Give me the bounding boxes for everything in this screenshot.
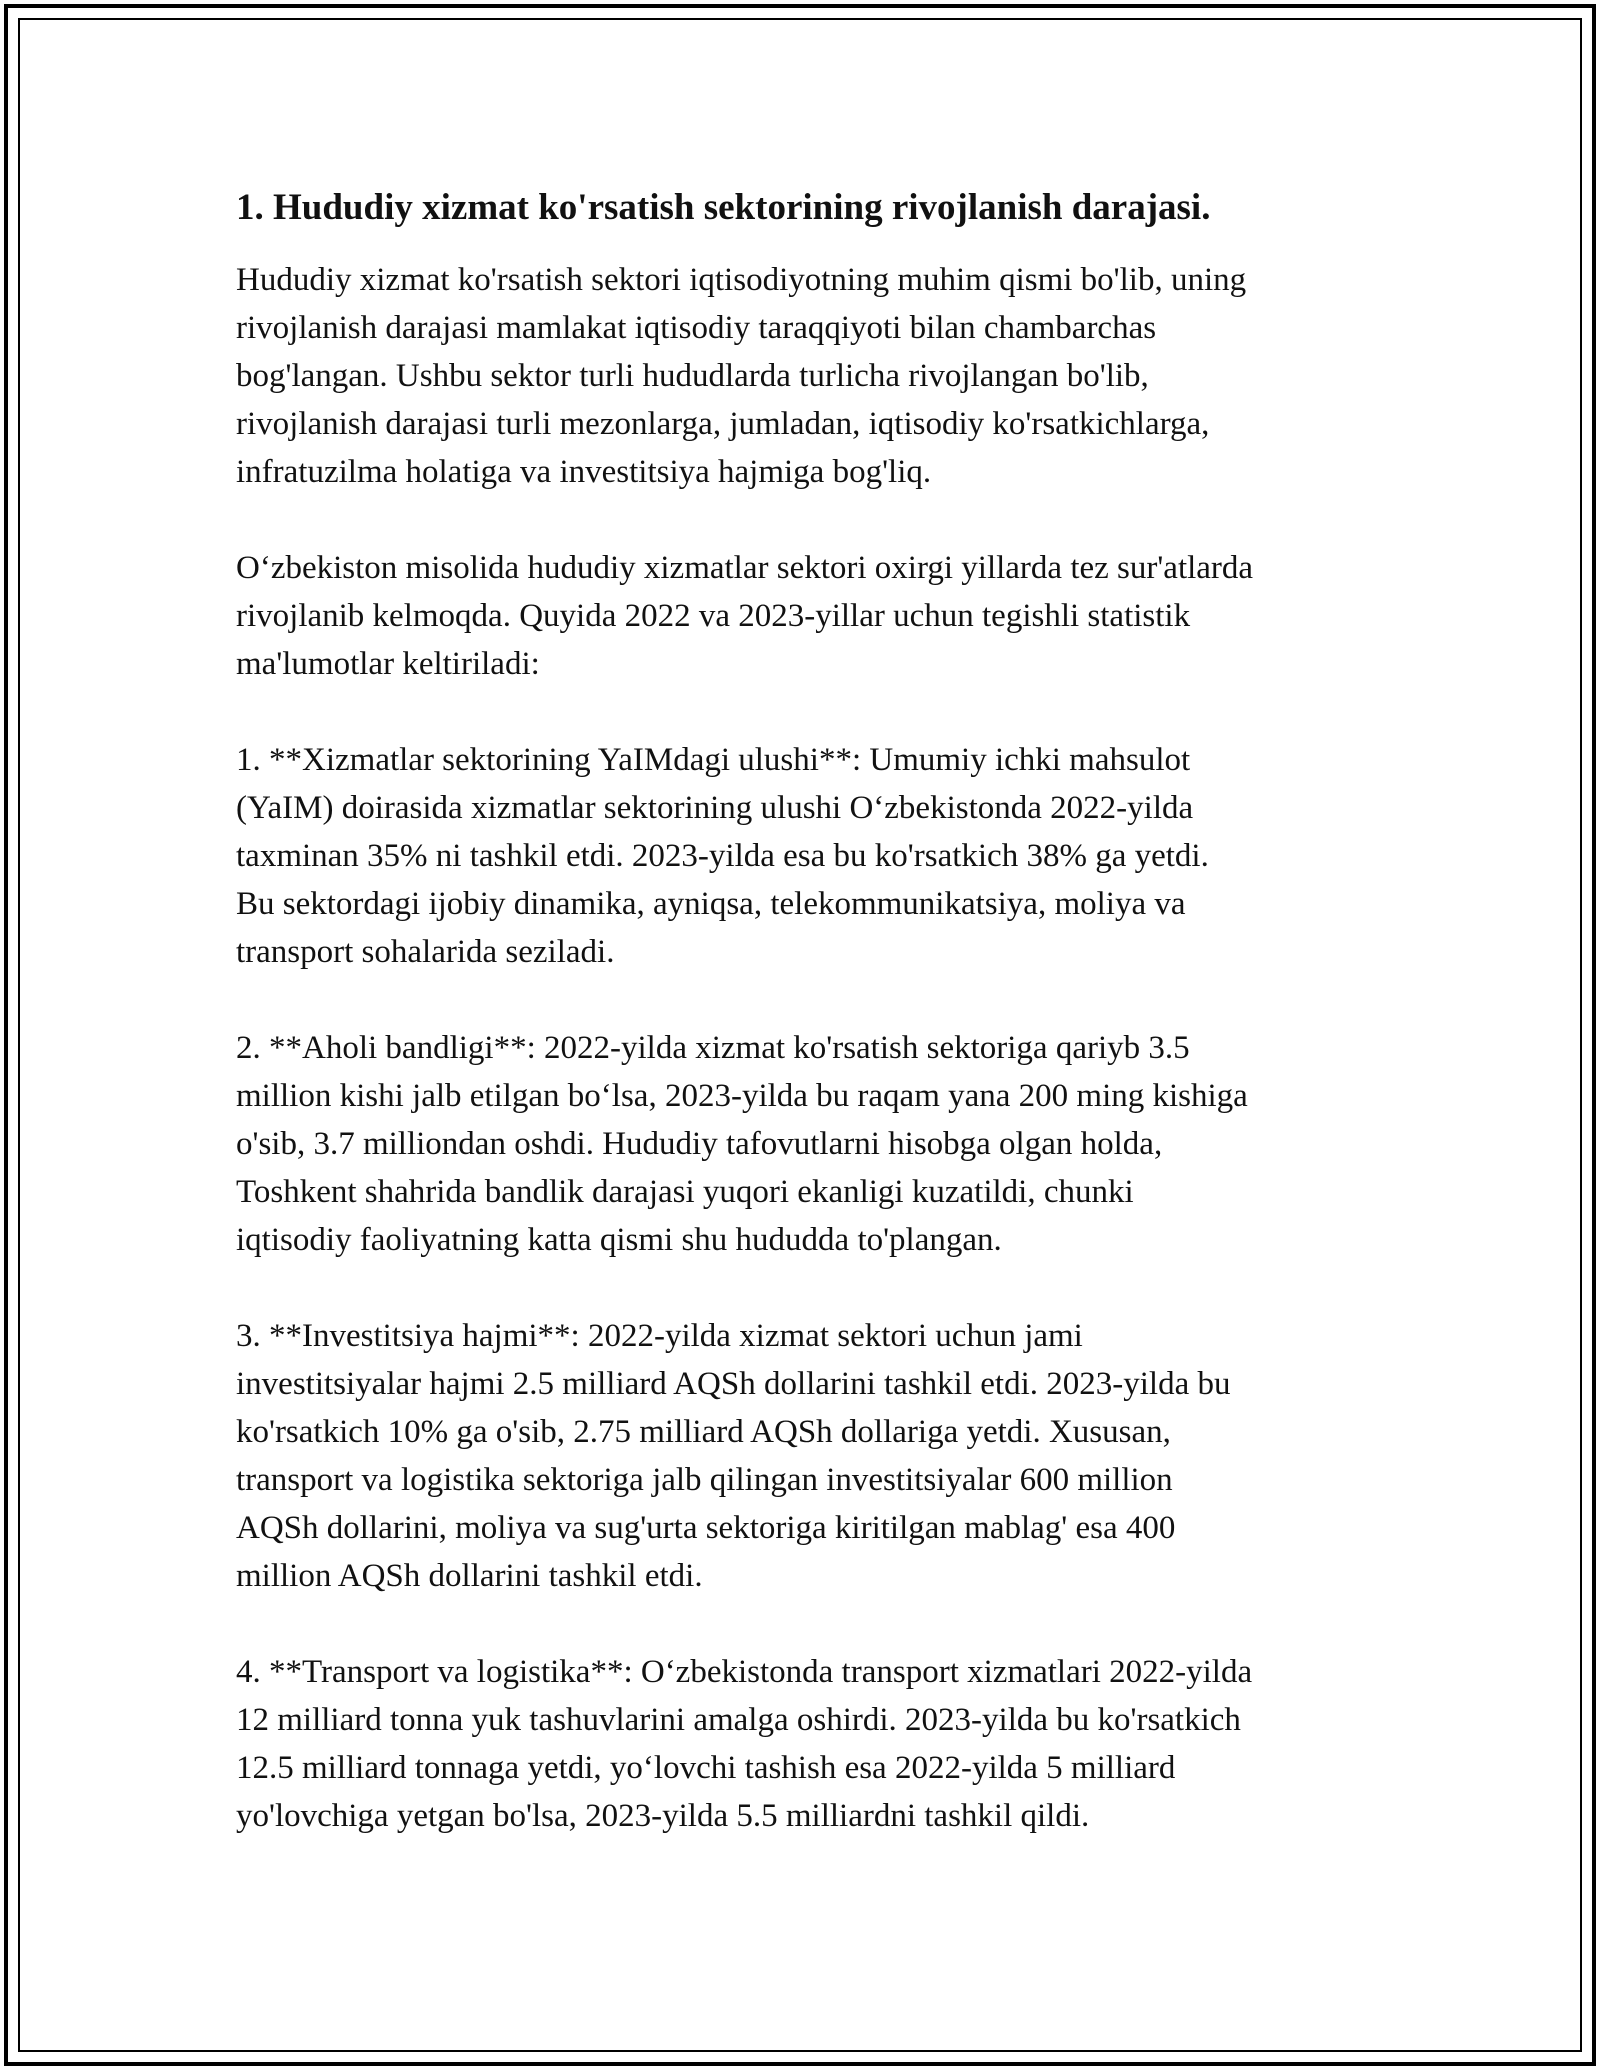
document-body xyxy=(236,184,1376,1888)
paragraph-employment: 2. **Aholi bandligi**: 2022-yilda xizmat ko'rsatish sektoriga qariyb 3.5 million kishi jalb etilgan bo‘lsa, 2023-yilda bu raqam yana 200 ming kishiga o'sib, 3.7 milliondan oshdi. Hududiy tafovutlarni hisobga olgan holda, Toshkent shahrida bandlik darajasi yuqori ekanligi kuzatildi, chunki iqtisodiy faoliyatning katta qismi shu hududda to'plangan. xyxy=(236,1030,1248,1258)
paragraph-gdp-share: 1. **Xizmatlar sektorining YaIMdagi ulushi**: Umumiy ichki mahsulot (YaIM) doirasida xizmatlar sektorining ulushi O‘zbekistonda 2022-yilda taxminan 35% ni tashkil etdi. 2023-yilda esa bu ko'rsatkich 38% ga yetdi. Bu sektordagi ijobiy dinamika, ayniqsa, telekommunikatsiya, moliya va transport sohalarida seziladi. xyxy=(236,742,1209,970)
paragraph-uzbekistan-overview: O‘zbekiston misolida hududiy xizmatlar sektori oxirgi yillarda tez sur'atlarda rivojlanib kelmoqda. Quyida 2022 va 2023-yillar uchun tegishli statistik ma'lumotlar keltiriladi: xyxy=(236,550,1254,682)
paragraph-investment: 3. **Investitsiya hajmi**: 2022-yilda xizmat sektori uchun jami investitsiyalar hajmi 2.5 milliard AQSh dollarini tashkil etdi. 2023-yilda bu ko'rsatkich 10% ga o'sib, 2.75 milliard AQSh dollariga yetdi. Xususan, transport va logistika sektoriga jalb qilingan investitsiyalar 600 million AQSh dollarini, moliya va sug'urta sektoriga kiritilgan mablag' esa 400 million AQSh dollarini tashkil etdi. xyxy=(236,1318,1231,1594)
paragraph-intro: Hududiy xizmat ko'rsatish sektori iqtisodiyotning muhim qismi bo'lib, uning rivojlanish darajasi mamlakat iqtisodiy taraqqiyoti bilan chambarchas bog'langan. Ushbu sektor turli hududlarda turlicha rivojlangan bo'lib, rivojlanish darajasi turli mezonlarga, jumladan, iqtisodiy ko'rsatkichlarga, infratuzilma holatiga va investitsiya hajmiga bog'liq. xyxy=(236,262,1247,490)
paragraph-transport-logistics: 4. **Transport va logistika**: O‘zbekistonda transport xizmatlari 2022-yilda 12 milliard tonna yuk tashuvlarini amalga oshirdi. 2023-yilda bu ko'rsatkich 12.5 milliard tonnaga yetdi, yo‘lovchi tashish esa 2022-yilda 5 milliard yo'lovchiga yetgan bo'lsa, 2023-yilda 5.5 milliardni tashkil qildi. xyxy=(236,1654,1253,1834)
section-title: 1. Hududiy xizmat ko'rsatish sektorining rivojlanish darajasi. xyxy=(236,187,1211,228)
